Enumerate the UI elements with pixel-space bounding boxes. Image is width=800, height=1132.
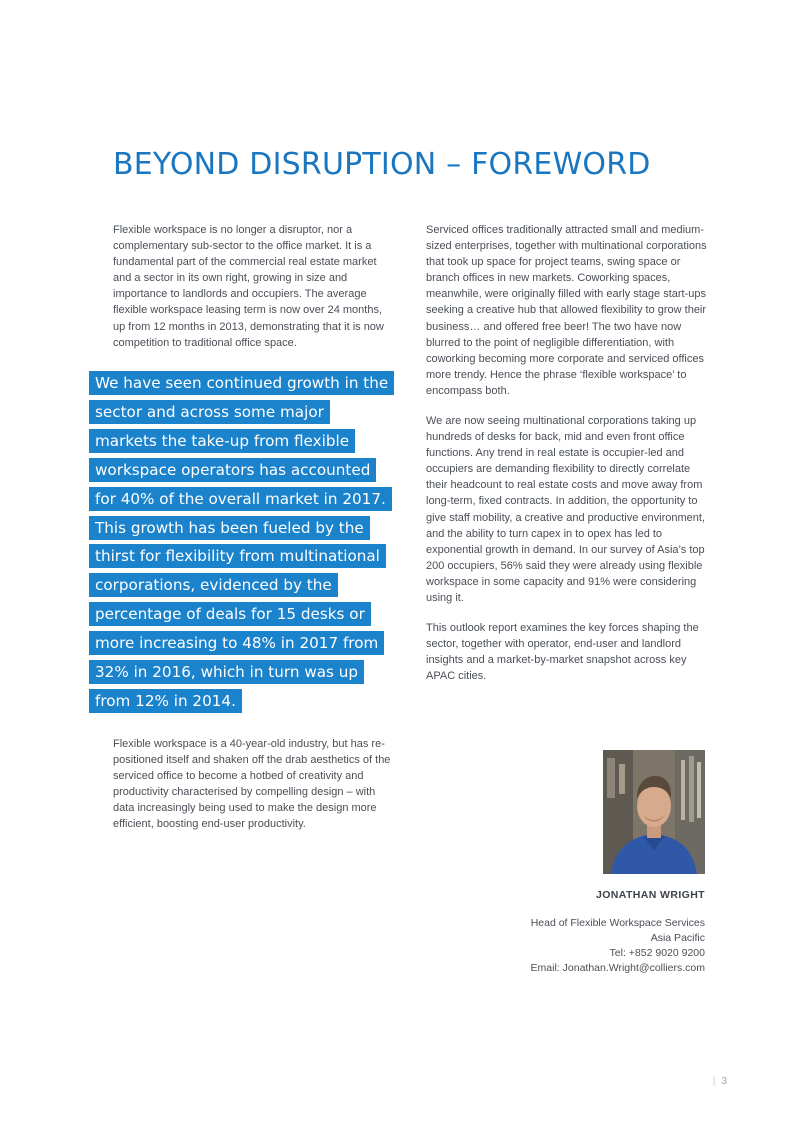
multinational-paragraph: We are now seeing multinational corporations taking up hundreds of desks for back, mid and even front office functions. Any trend in real estate is occupier-led and occupiers are demanding flexibility to directly correlate their headcount to real estate costs and move away from long-term, fixed contracts. In addition, the opportunity to give staff mobility, a creative and productive environment, and the ability to turn capex in to opex has led to exponential growth in demand. In our survey of Asia’s top 200 occupiers, 56% said they were already using flexible workspace in some capacity and 91% were considering using it. — [426, 415, 706, 605]
page-number — [713, 1076, 727, 1087]
page-number-value: 3 — [721, 1076, 727, 1087]
author-role: Head of Flexible Workspace Services — [530, 917, 705, 929]
author-phone: Tel: +852 9020 9200 — [609, 947, 705, 959]
outlook-paragraph: This outlook report examines the key forces shaping the sector, together with operator, end-user and landlord insights and a market-by-market snapshot across key APAC cities. — [426, 622, 699, 683]
author-email: Email: Jonathan.Wright@colliers.com — [530, 962, 705, 974]
serviced-offices-paragraph: Serviced offices traditionally attracted small and medium-sized enterprises, together with multinational corporations that took up space for project teams, swing space or branch offices in new markets. Coworking spaces, meanwhile, were originally filled with early stage start-ups seeking a creative hub that allowed flexibility to grow their business… and offered free beer! The two have now blurred to the point of negligible differentiation, with coworking becoming more corporate and serviced offices more trendy. Hence the phrase ‘flexible workspace’ to encompass both. — [426, 224, 707, 397]
page-title: BEYOND DISRUPTION – FOREWORD — [113, 147, 651, 183]
author-region: Asia Pacific — [650, 932, 705, 944]
pull-quote — [89, 369, 389, 716]
industry-paragraph: Flexible workspace is a 40-year-old industry, but has re-positioned itself and shaken off the drab aesthetics of the serviced office to become a hotbed of creativity and productivity characterised by compelling design – with data increasingly being used to make the design more efficient, boosting end-user productivity. — [113, 738, 391, 831]
page-number-divider: | — [712, 1076, 716, 1087]
pull-quote-text: We have seen continued growth in the sector and across some major markets the take-up from flexible workspace operators has accounted for 40% of the overall market in 2017. This growth has been fueled by the thirst for flexibility from multinational corporations, evidenced by the percentage of deals for 15 desks or more increasing to 48% in 2017 from 32% in 2016, which in turn was up from 12% in 2014. — [89, 371, 394, 713]
author-name: JONATHAN WRIGHT — [595, 889, 705, 901]
author-photo — [603, 750, 705, 874]
author-contact — [445, 916, 705, 976]
intro-paragraph: Flexible workspace is no longer a disruptor, nor a complementary sub-sector to the office market. It is a fundamental part of the commercial real estate market and a sector in its own right, growing in size and importance to landlords and occupiers. The average flexible workspace leasing term is now over 24 months, up from 12 months in 2013, demonstrating that it is now competition to traditional office space. — [113, 224, 384, 349]
author-portrait-image — [603, 750, 705, 874]
